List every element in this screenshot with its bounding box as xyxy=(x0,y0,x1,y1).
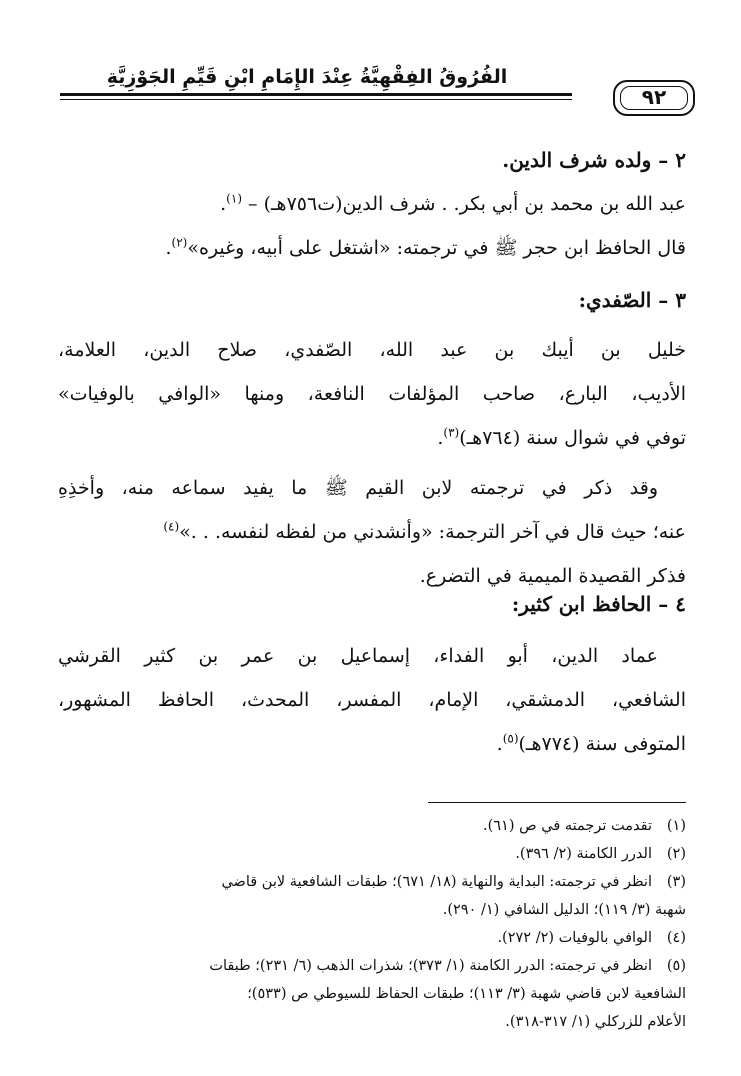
footnote-separator xyxy=(428,802,686,803)
footnote-1: (١)تقدمت ترجمته في ص (٦١). xyxy=(482,818,686,834)
text-line: عماد الدين، أبو الفداء، إسماعيل بن عمر بن كثير القرشي xyxy=(58,645,658,667)
footnote-5: (٥)انظر في ترجمته: الدرر الكامنة (١/ ٣٧٣)؛ شذرات الذهب (٦/ ٢٣١)؛ طبقات xyxy=(209,958,686,974)
header-rule-thin xyxy=(60,99,572,100)
text-line: فذكر القصيدة الميمية في التضرع. xyxy=(419,565,686,587)
text-line: الشافعي، الدمشقي، الإمام، المفسر، المحدث، الحافظ المشهور، xyxy=(58,689,686,711)
footnote-3: (٣)انظر في ترجمته: البداية والنهاية (١٨/ ٦٧١)؛ طبقات الشافعية لابن قاضي xyxy=(221,874,686,890)
text-line: عبد الله بن محمد بن أبي بكر. . شرف الدين(ت٧٥٦هـ) – $^{(١)}$. xyxy=(220,191,686,215)
text-line: خليل بن أيبك بن عبد الله، الصّفدي، صلاح الدين، العلامة، xyxy=(58,339,686,361)
book-title: الفُرُوقُ الفِقْهِيَّةُ عِنْدَ الإِمَامِ ابْنِ قَيِّمِ الجَوْزِيَّةِ xyxy=(106,66,508,88)
footnote-2: (٢)الدرر الكامنة (٢/ ٣٩٦). xyxy=(515,846,686,862)
text-line: توفي في شوال سنة (٧٦٤هـ)$^{(٣)}$. xyxy=(437,425,686,449)
page-number: ٩٢ xyxy=(641,85,667,109)
section-heading: ٤ – الحافظ ابن كثير: xyxy=(511,592,686,616)
footnotes xyxy=(58,812,686,1036)
footnote-ref: (٤) xyxy=(163,519,180,534)
text-line: عنه؛ حيث قال في آخر الترجمة: «وأنشدني من لفظه لنفسه. . .»$^{(٤)}$ xyxy=(163,519,686,543)
footnote-ref: (٣) xyxy=(443,425,460,440)
section-son-sharaf-al-din xyxy=(58,138,686,270)
footnote-ref: (١) xyxy=(226,191,242,206)
section-heading: ٢ – ولده شرف الدين. xyxy=(502,148,686,172)
footnote-4: (٤)الوافي بالوفيات (٢/ ٢٧٢). xyxy=(497,930,686,946)
text-line: المتوفى سنة (٧٧٤هـ)$^{(٥)}$. xyxy=(496,731,686,755)
section-ibn-kathir xyxy=(58,582,686,766)
header-rule xyxy=(60,93,572,96)
footnote-ref: (٢) xyxy=(171,235,188,250)
section-heading: ٣ – الصّفدي: xyxy=(578,288,686,312)
footnote-3-continued: شهبة (٣/ ١١٩)؛ الدليل الشافي (١/ ٢٩٠). xyxy=(442,902,686,918)
footnote-5-continued: الأعلام للزركلي (١/ ٣١٧-٣١٨). xyxy=(505,1014,686,1030)
footnote-ref: (٥) xyxy=(502,731,519,746)
section-al-safadi xyxy=(58,278,686,598)
page-number-frame xyxy=(613,80,695,116)
text-line: الأديب، البارع، صاحب المؤلفات النافعة، ومنها «الوافي بالوفيات» xyxy=(58,383,686,405)
footnote-5-continued: الشافعية لابن قاضي شهبة (٣/ ١١٣)؛ طبقات الحفاظ للسيوطي ص (٥٣٣)؛ xyxy=(247,986,686,1002)
text-line: قال الحافظ ابن حجر ﷺ في ترجمته: «اشتغل على أبيه، وغيره»$^{(٢)}$. xyxy=(165,235,686,259)
running-header xyxy=(60,58,713,114)
text-line: وقد ذكر في ترجمته لابن القيم ﷺ ما يفيد سماعه منه، وأخذِهِ xyxy=(58,477,658,499)
